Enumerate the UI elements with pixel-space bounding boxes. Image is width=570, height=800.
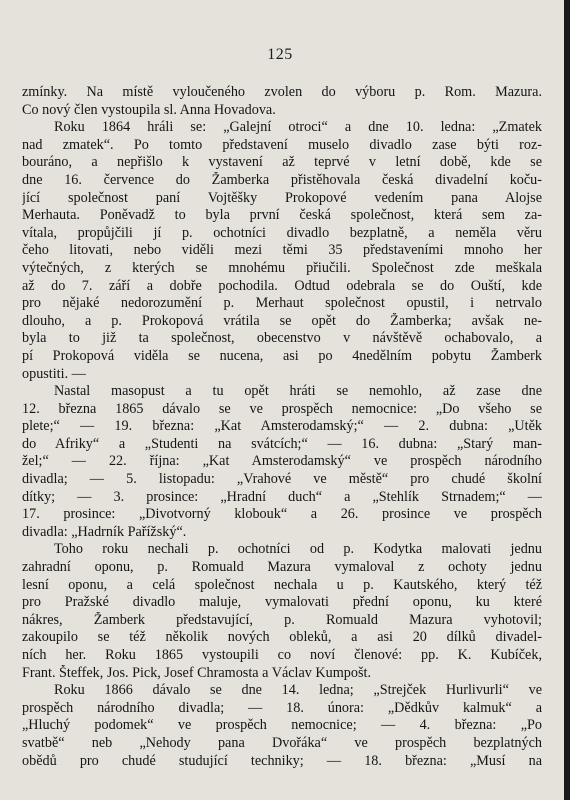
page-number: 125 — [267, 46, 293, 63]
text-line: 17. prosince: „Divotvorný klobouk“ a 26. prosince ve prospěch — [22, 506, 542, 523]
text-line: Merhauta. Poněvadž to byla první česká společnost, která sem za- — [22, 207, 542, 224]
text-line: Co nový člen vystoupila sl. Anna Hovadova. — [22, 101, 276, 118]
text-line: čeho litovati, nebo viděli mezi těmi 35 představeními mnoho her — [22, 242, 542, 259]
text-line: vítala, propůjčili jí p. ochotníci divadlo bezplatně, a neměla věru — [22, 224, 542, 241]
text-line: až do 7. září a dobře pochodila. Odtud odebrala se do Ouští, kde — [22, 277, 542, 294]
text-line: Roku 1866 dávalo se dne 14. ledna; „Strejček Hurlivurli“ ve — [54, 682, 542, 699]
text-line: dítky; — 3. prosince: „Hradní duch“ a „Stehlík Strnadem;“ — — [22, 488, 542, 505]
text-line: Frant. Šteffek, Jos. Pick, Josef Chramosta a Václav Kumpošt. — [22, 664, 371, 681]
text-line: zmínky. Na místě vyloučeného zvolen do výboru p. Rom. Mazura. — [22, 84, 542, 100]
text-line: jící společnost paní Vojtěšky Prokopové vedením pana Alojse — [22, 189, 542, 206]
text-line: „Hluchý podomek“ ve prospěch nemocnice; — 4. března: „Po — [22, 717, 542, 734]
text-line: zakoupilo se též několik nových obleků, a asi 20 dílků divadel- — [22, 629, 542, 646]
body-text — [22, 84, 542, 770]
text-line: pí Prokopová viděla se nucena, asi po 4nedělním pobytu Žamberk — [22, 347, 542, 364]
text-line: svatbě“ neb „Nehody pana Dvořáka“ ve prospěch bezplatných — [22, 734, 542, 751]
text-line: Toho roku nechali p. ochotníci od p. Kodytka malovati jednu — [54, 541, 542, 558]
text-line: divadla; — 5. listopadu: „Vrahové ve městě“ pro chudé školní — [22, 471, 542, 488]
text-line: byla to již ta společnost, obecenstvo v návštěvě ochabovalo, a — [22, 330, 542, 347]
text-line: výtečných, z kterých se mnohému přiučili. Společnost zde meškala — [22, 259, 542, 276]
text-line: nad zmatek“. Po tomto představení muselo divadlo zase býti roz- — [22, 136, 542, 153]
text-line: do Afriky“ a „Studenti na svátcích;“ — 16. dubna: „Starý man- — [22, 435, 542, 452]
text-line: žel;“ — 22. října: „Kat Amsterodamský“ ve prospěch národního — [22, 453, 542, 470]
text-line: ních her. Roku 1865 vystoupili co noví členové: pp. K. Kubíček, — [22, 647, 542, 663]
text-line: pro Pražské divadlo maluje, vymalovati přední oponu, ku které — [22, 594, 542, 611]
text-line: nákres, Žamberk představující, p. Romuald Mazura vyhotovil; — [22, 611, 542, 628]
text-line: zahradní oponu, p. Romuald Mazura vymaloval z ochoty jednu — [22, 559, 542, 576]
text-line: dne 16. července do Žamberka přistěhovala česká divadelní koču- — [22, 171, 542, 188]
text-line: obědů pro chudé studující techniky; — 18. března: „Musí na — [22, 752, 542, 769]
text-line: divadla: „Hadrník Pařížský“. — [22, 523, 187, 540]
text-line: bouráno, a nepřišlo k vystavení až teprvé v letní době, kde se — [22, 154, 542, 171]
text-line: opustiti. — — [22, 365, 86, 382]
text-line: prospěch národního divadla; — 18. února: „Dědkův kalmuk“ a — [22, 699, 542, 716]
text-line: dlouho, a p. Prokopová vrátila se opět do Žamberka; avšak ne- — [22, 312, 542, 329]
text-line: Roku 1864 hráli se: „Galejní otroci“ a dne 10. ledna: „Zmatek — [54, 119, 542, 136]
text-line: plete;“ — 19. března: „Kat Amsterodamský;“ — 2. dubna: „Utěk — [22, 418, 542, 435]
text-line: Nastal masopust a tu opět hráti se nemohlo, až zase dne — [54, 383, 542, 400]
text-line: 12. března 1865 dávalo se ve prospěch nemocnice: „Do všeho se — [22, 400, 542, 417]
text-line: lesní oponu, a celá společnost nechala u p. Kautského, který též — [22, 576, 542, 593]
text-line: pro nějaké nedorozumění p. Merhaut společnost opustil, i netrvalo — [22, 295, 542, 312]
